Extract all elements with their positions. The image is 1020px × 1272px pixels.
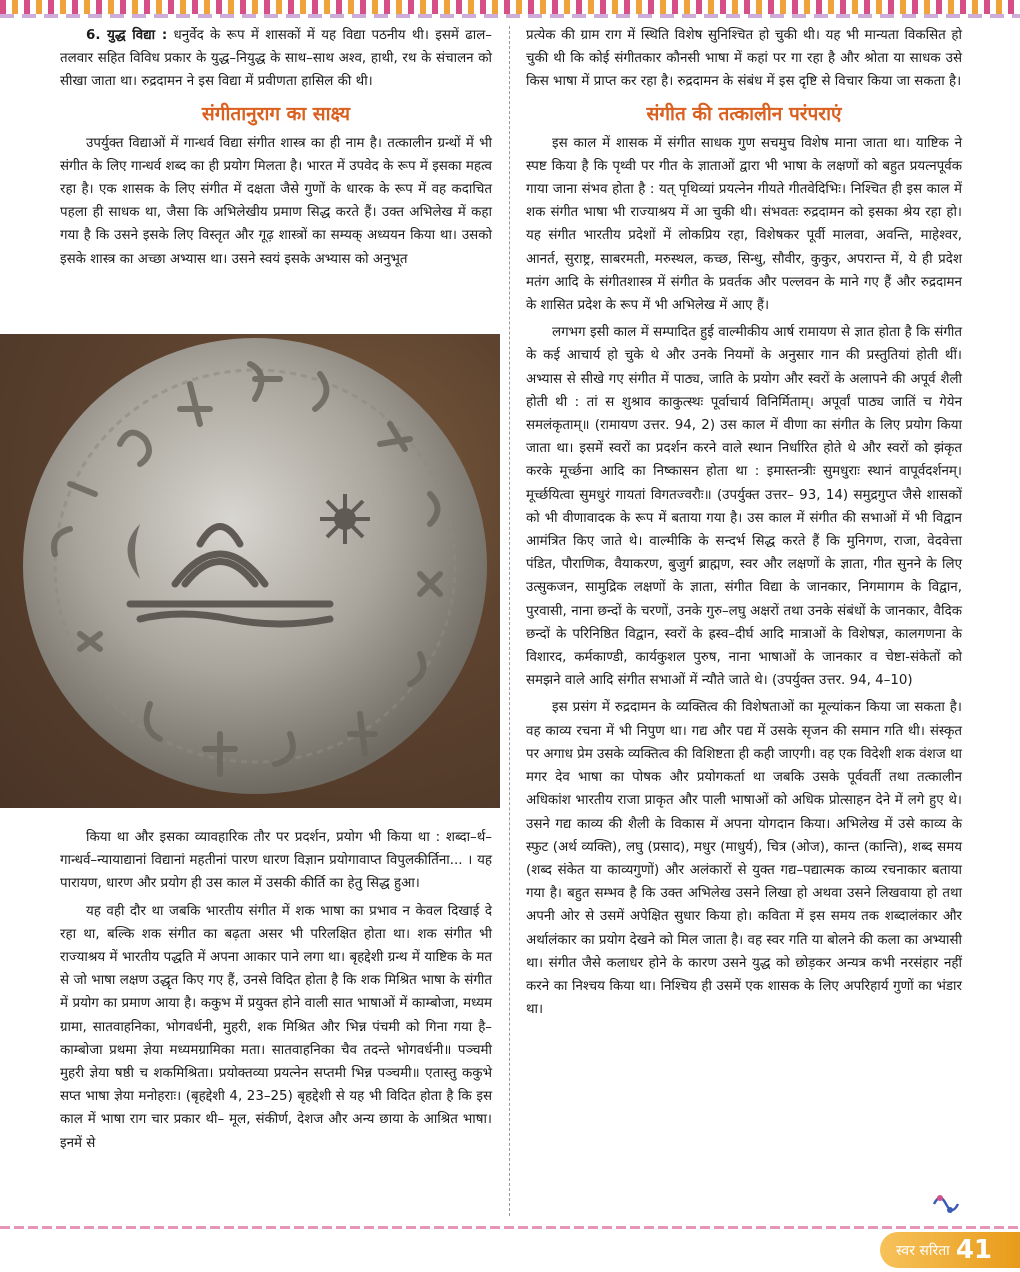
right-column [526, 24, 962, 1025]
paragraph-yuddh-vidya [60, 24, 492, 94]
paragraph-ramayan: लगभग इसी काल में सम्पादित हुई वाल्मीकीय आर्ष रामायण से ज्ञात होता है कि संगीत के कई आचार्य हो चुके थे और उनके नियमों के अनुसार गान की प्रस्तुतियां होती थीं। अभ्यास से सीखे गए संगीत में पाठ्य, जाति के प्रयोग और स्वरों के अलापने की अपूर्व शैली होती थी : तां स शुश्राव काकुत्स्थः पूर्वाचार्य विनिर्मिताम्। अपूर्वां पाठ्य जातिं च गेयेन समलंकृताम्॥ (रामायण उत्तर. 94, 2) उस काल में वीणा का संगीत के लिए प्रयोग किया जाता था। इसमें स्वरों का प्रदर्शन करने वाले स्थान निर्धारित होते थे और स्वरों को झंकृत करके मूर्च्छना आदि का निष्कासन होता था : इमास्तन्त्रीः सुमधुराः स्थानं वापूर्वदर्शनम्। मूर्च्छयित्वा सुमधुरं गायतां विगतज्वरौः॥ (उपर्युक्त उत्तर– 93, 14) समुद्रगुप्त जैसे शासकों को भी वीणावादक के रूप में बताया गया है। उस काल में संगीत की सभाओं में भी विद्वान आमंत्रित किए जाते थे। वाल्मीकि के सन्दर्भ सिद्ध करते हैं कि मुनिगण, राजा, वेदवेत्ता पंडित, पौराणिक, वैयाकरण, बुजुर्ग ब्राह्मण, स्वर और लक्षणों के ज्ञाता, गीत सुनने के लिए उत्सुकजन, सामुद्रिक लक्षणों के ज्ञाता, संगीत विद्या के जानकार, निगमागम के विद्वान, पुरवासी, नाना छन्दों के चरणों, उनके गुरु–लघु अक्षरों तथा उनके संबंधों के जानकार, वैदिक छन्दों के परिनिष्ठित विद्वान, स्वरों के ह्रस्व–दीर्घ आदि मात्राओं के विशेषज्ञ, कालगणना के विशारद, कर्मकाण्डी, कार्यकुशल पुरुष, नाना भाषाओं के जानकार व चेष्टा-संकेतों को समझने वाले आदि संगीत सभाओं में न्यौते जाते थे। (उपर्युक्त उत्तर. 94, 4–10) [526, 325, 962, 689]
section-heading-sangeet-paramparayen: संगीत की तत्कालीन परंपराएं [646, 102, 842, 125]
decorative-bottom-rule [0, 1226, 1020, 1229]
footer-page-tab [880, 1232, 1020, 1268]
decorative-top-border [0, 0, 1020, 14]
left-column-top [60, 24, 492, 275]
coin-disc [23, 338, 487, 794]
paragraph-shak-bhasha: यह वही दौर था जबकि भारतीय संगीत में शक भाषा का प्रभाव न केवल दिखाई दे रहा था, बल्कि शक संगीत का बढ़ता असर भी परिलक्षित होता था। शक संगीत भी राज्याश्रय में भारतीय पद्धति में अपना आकार पाने लगा था। बृहद्देशी ग्रन्थ में याष्टिक के मत से जो भाषा लक्षण उद्धृत किए गए हैं, उनसे विदित होता है कि शक मिश्रित भाषा के संगीत में प्रयोग का प्रमाण आया है। ककुभ में प्रयुक्त होने वाली सात भाषाओं में काम्बोजा, मध्यम ग्रामा, सातवाहनिका, भोगवर्धनी, मुहरी, शक मिश्रित और भिन्न पंचमी को गिना गया है– काम्बोजा प्रथमा ज्ञेया मध्यमग्रामिका मता। सातवाहनिका चैव तदन्ते भोगवर्धनी॥ पञ्चमी मुहरी ज्ञेया षष्ठी च शकमिश्रिता। प्रयोक्तव्या प्रयत्नेन सप्तमी भिन्न पञ्चमी॥ एतास्तु ककुभे सप्त भाषा ज्ञेया मनोहराः। (बृहद्देशी 4, 23–25) बृहद्देशी से यह भी विदित होता है कि इस काल में भाषा राग चार प्रकार थी– मूल, संकीर्ण, देशज और अन्य छाया के आश्रित भाषा। इनमें से [60, 903, 492, 1151]
column-divider [509, 26, 510, 1216]
end-ornament-icon [930, 1190, 960, 1216]
magazine-name: स्वर सरिता [895, 1242, 950, 1259]
page-number: 41 [955, 1235, 992, 1265]
silver-coin-photo [0, 334, 500, 808]
paragraph-continuation-right: प्रत्येक की ग्राम राग में स्थिति विशेष सुनिश्चित हो चुकी थी। यह भी मान्यता विकसित हो चुकी थी कि कोई संगीतकार कौनसी भाषा में कहां पर गा रहा है और श्रोता या साधक उसे किस भाषा में प्राप्त कर रहा है। रुद्रदामन के संबंध में इस दृष्टि से विचार किया जा सकता है। [526, 28, 962, 90]
paragraph-continuation: किया था और इसका व्यावहारिक तौर पर प्रदर्शन, प्रयोग भी किया था : शब्दा–र्थ–गान्धर्व–न्यायाद्यानां विद्यानां महतीनां पारण धारण विज्ञान प्रयोगावाप्त विपुलकीर्तिना... । यह पारायण, धारण और प्रयोग ही उस काल में उसकी कीर्ति का हेतु सिद्ध हुआ। [60, 830, 492, 892]
paragraph-gandharva-vidya: उपर्युक्त विद्याओं में गान्धर्व विद्या संगीत शास्त्र का ही नाम है। तत्कालीन ग्रन्थों में भी संगीत के लिए गान्धर्व शब्द का ही प्रयोग मिलता है। भारत में उपवेद के रूप में इसका महत्व रहा है। एक शासक के लिए संगीत में दक्षता जैसे गुणों के धारक के रूप में वह कदाचित पहला ही साधक था, जैसा कि अभिलेखीय प्रमाण सिद्ध करते हैं। उक्त अभिलेख में कहा गया है कि उसने इसके लिए विस्तृत और गूढ़ शास्त्रों का सम्यक् अध्ययन किया था। उसको इसके शास्त्र का अच्छा अभ्यास था। उसने स्वयं इसके अभ्यास को अनुभूत [60, 135, 492, 267]
paragraph-rudradaman-vyaktitva: इस प्रसंग में रुद्रदामन के व्यक्तित्व की विशेषताओं का मूल्यांकन किया जा सकता है। वह काव्य रचना में भी निपुण था। गद्य और पद्य में उसके सृजन की समान गति थी। संस्कृत पर अगाध प्रेम उसके व्यक्तित्व की विशिष्टता ही कही जाएगी। वह एक विदेशी शक वंशज था मगर देव भाषा का पोषक और प्रयोगकर्ता था जबकि उसके पूर्ववर्ती तथा तत्कालीन अधिकांश भारतीय राजा प्राकृत और पाली भाषाओं को अधिक प्रोत्साहन देने में लगे हुए थे। उसने गद्य काव्य की शैली के विकास में अपना योगदान किया। अभिलेख में उसे काव्य के स्फुट (अर्थ व्यक्ति), लघु (प्रसाद), मधुर (माधुर्य), चित्र (ओज), कान्त (कान्ति), शब्द समय (शब्द संकेत या काव्यगुणों) और अलंकारों से युक्त गद्य–पद्यात्मक काव्य रचनाकार बताया गया है। बहुत सम्भव है कि उक्त अभिलेख उसने लिखा हो अथवा उसने लिखवाया हो तथा अपनी ओर से उसमें अपेक्षित सुधार किया हो। कविता में इस समय तक शब्दालंकार और अर्थालंकार का प्रयोग देखने को मिल जाता है। वह स्वर गति या बोलने की कला का अभ्यासी था। संगीत जैसे कलाधर होने के कारण उसने युद्ध को छोड़कर अन्यत्र कभी नरसंहार नहीं करने का निश्चय किया था। निश्चिय ही उसमें एक शासक के लिए अपरिहार्य गुणों का भंडार था। [526, 700, 962, 1018]
left-column-bottom [60, 826, 492, 1159]
decorative-top-border-accent [0, 14, 1020, 18]
section-heading-sangeetanurag: संगीतानुराग का साक्ष्य [201, 102, 351, 125]
coin-sun-symbol [320, 494, 370, 544]
paragraph-shasak-sangeet: इस काल में शासक में संगीत साधक गुण सचमुच विशेष माना जाता था। याष्टिक ने स्पष्ट किया है कि पृथ्वी पर गीत के ज्ञाताओं द्वारा भी भाषा के लक्षणों को बहुत प्रयत्नपूर्वक गाया जाना संभव होता है : यत् पृथिव्यां प्रयत्नेन गीयते गीतवेदिभिः। निश्चित ही इस काल में शक संगीत भाषा भी राज्याश्रय में आ चुकी थी। संभवतः रुद्रदामन को इसका श्रेय रहा हो। यह संगीत भारतीय प्रदेशों में लोकप्रिय रहा, विशेषकर पूर्वी मालवा, अवन्ति, माहेश्वर, आनर्त, सुराष्ट्र, साबरमती, मरुस्थल, कच्छ, सिन्धु, सौवीर, कुकुर, अपरान्त में, ये ही प्रदेश मतंग आदि के संगीतशास्त्र में संगीत के प्रवर्तक और पल्लवन के माने गए हैं और रुद्रदामन के शासित प्रदेश के रूप में भी अभिलेख में आए हैं। [526, 135, 962, 314]
paragraph-lead: 6. युद्ध विद्या : [86, 28, 168, 43]
paragraph-text: धनुर्वेद के रूप में शासकों में यह विद्या पठनीय थी। इसमें ढाल–तलवार सहित विविध प्रकार के युद्ध–नियुद्ध के साथ–साथ अश्व, हाथी, रथ के संचालन को सीखा जाता था। रुद्रदामन ने इस विद्या में प्रवीणता हासिल की थी। [60, 28, 492, 90]
